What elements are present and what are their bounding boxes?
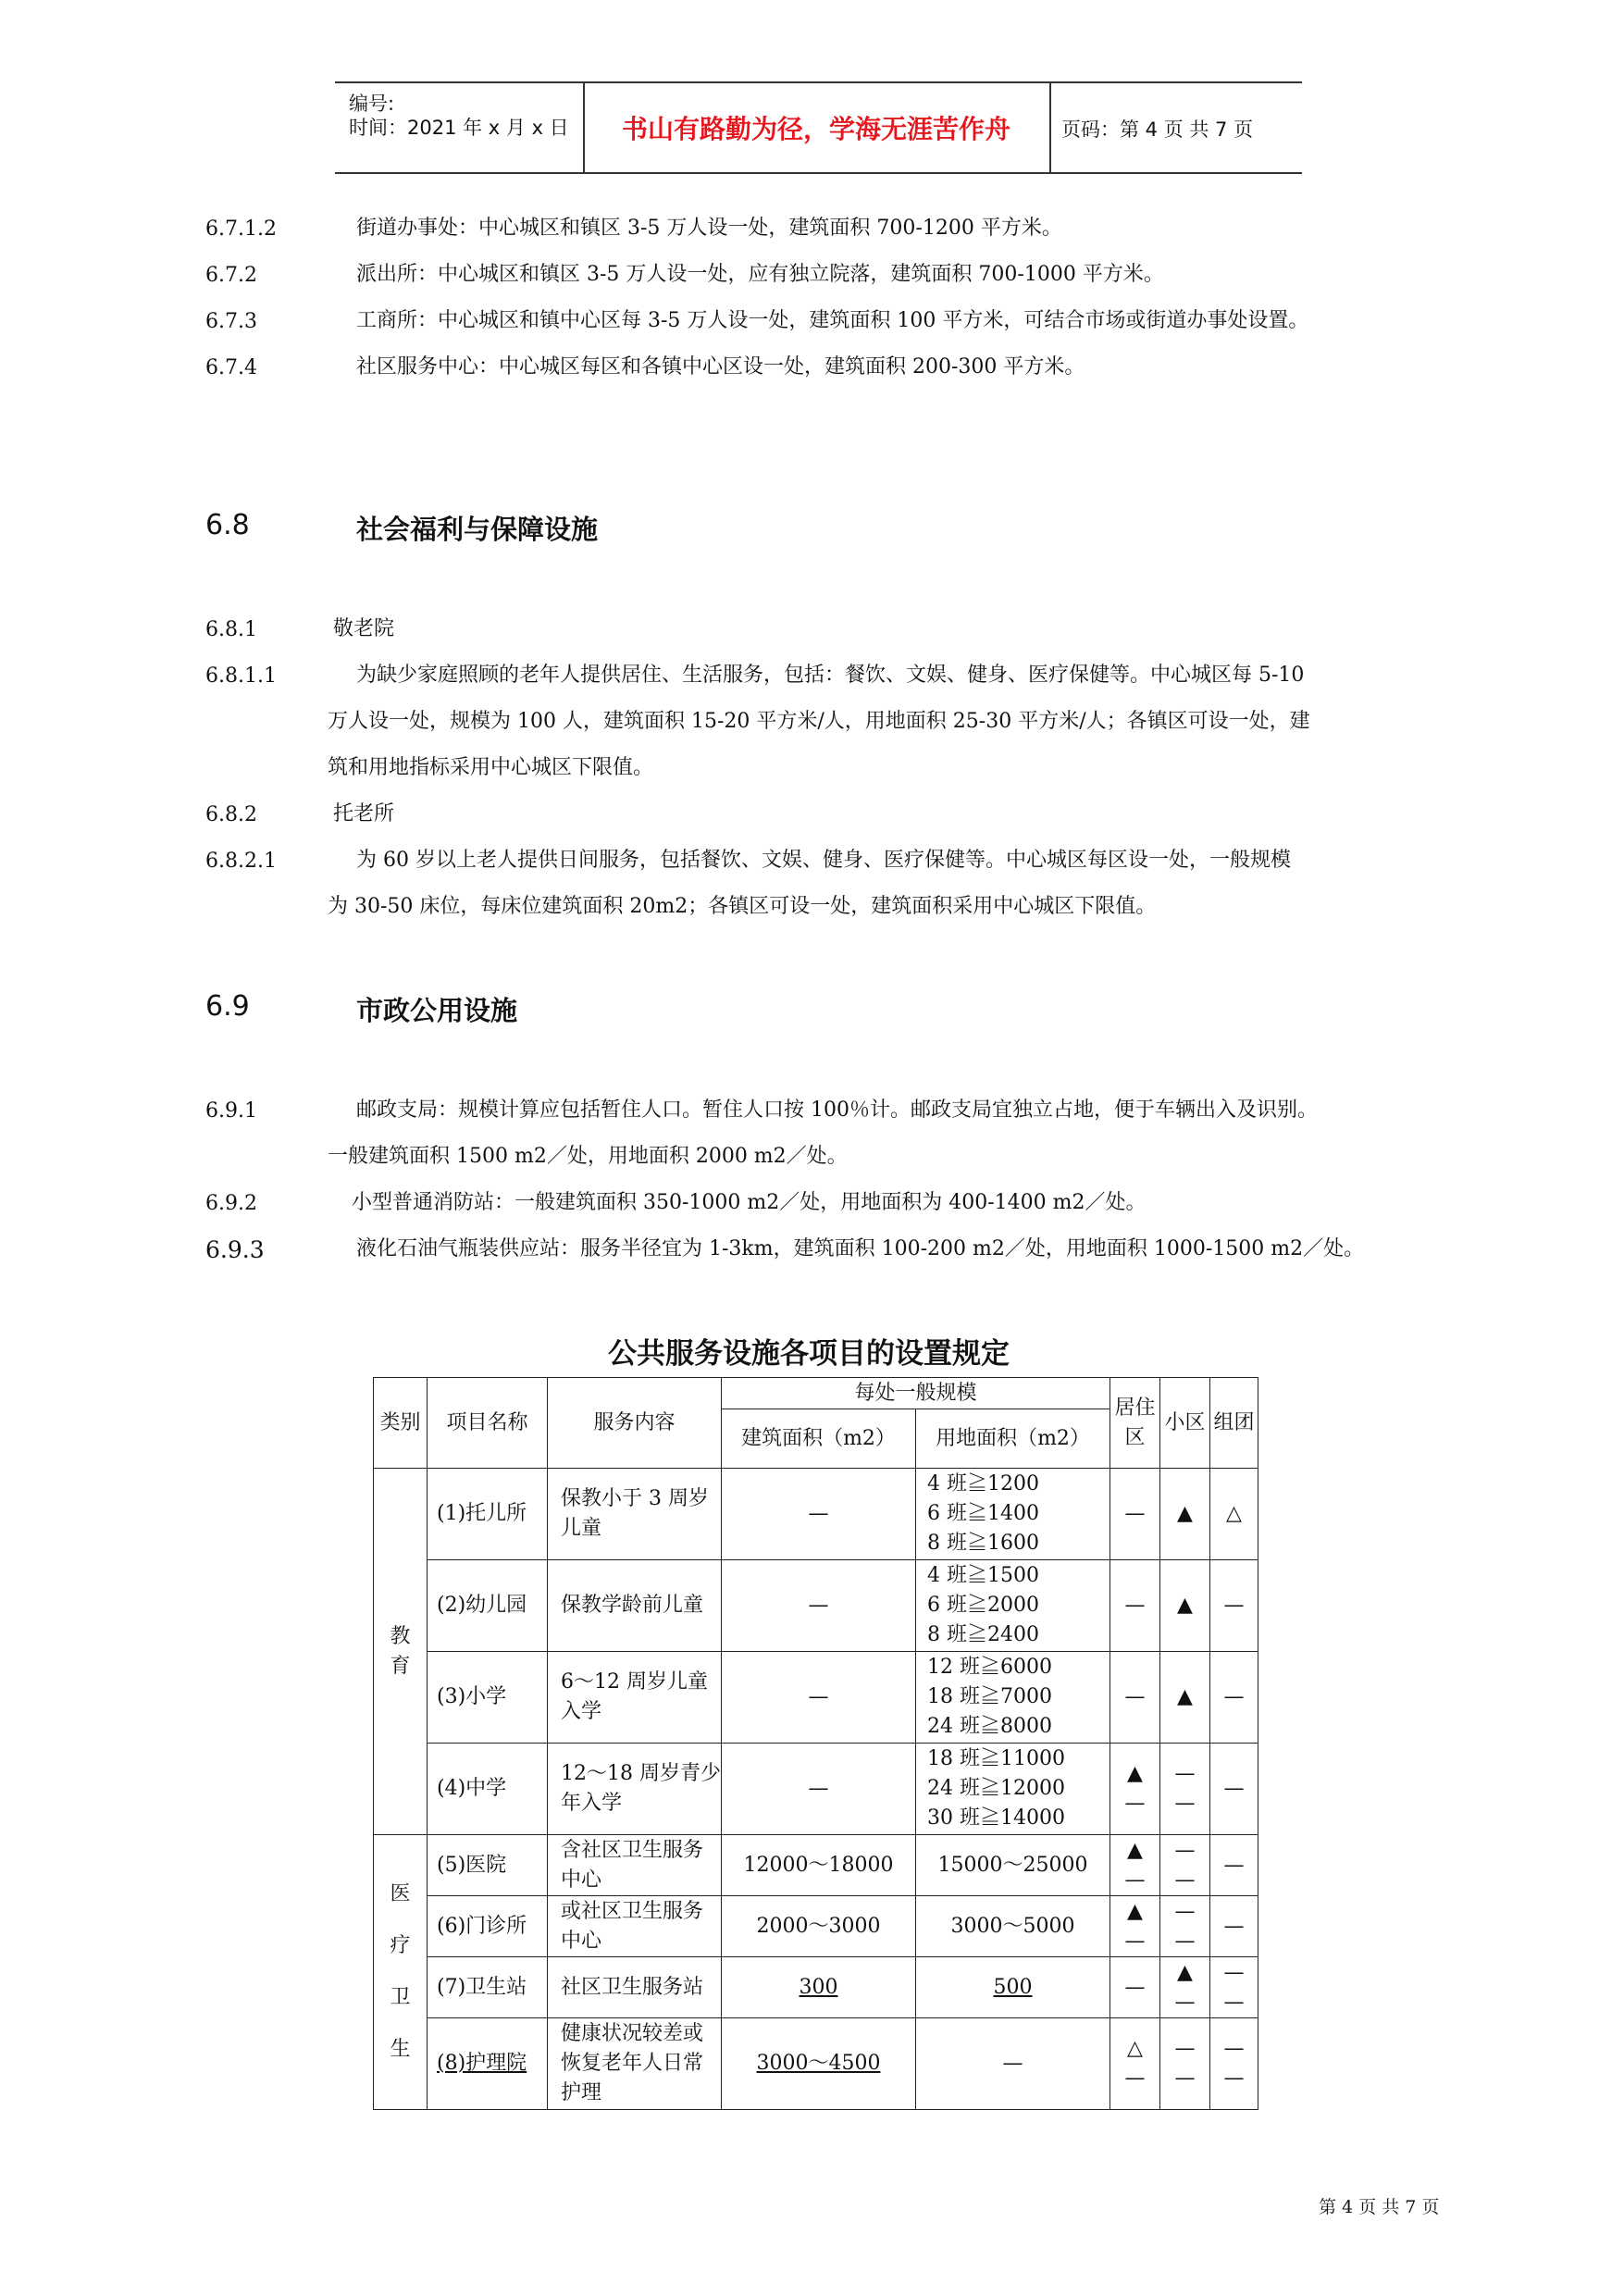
header-page-cell [1049, 83, 1302, 172]
section-title: 市政公用设施 [356, 995, 518, 1026]
item-small: — — [1160, 1835, 1210, 1896]
item-service: 12～18 周岁青少年入学 [548, 1744, 722, 1835]
item-group: — — [1210, 2018, 1258, 2110]
para-text: 一般建筑面积 1500 m2／处，用地面积 2000 m2／处。 [328, 1145, 848, 1168]
header-info-cell [335, 83, 585, 172]
category-education: 教 育 [374, 1469, 428, 1835]
para-number: 6.8.1.1 [205, 664, 277, 688]
para-number: 6.9.2 [205, 1192, 257, 1215]
item-residential: △ — [1110, 2018, 1160, 2110]
item-name: (6)门诊所 [428, 1896, 548, 1957]
item-land: 15000～25000 [916, 1835, 1110, 1896]
item-service: 或社区卫生服务中心 [548, 1896, 722, 1957]
para-text: 为 60 岁以上老人提供日间服务，包括餐饮、文娱、健身、医疗保健等。中心城区每区设一处，一般规模 [356, 849, 1291, 872]
item-service: 保教学龄前儿童 [548, 1560, 722, 1652]
item-small: ▲ — [1160, 1957, 1210, 2018]
page-label: 页码：第 4 页 共 7 页 [1061, 118, 1254, 141]
item-small: — — [1160, 1896, 1210, 1957]
item-land: — [916, 2018, 1110, 2110]
page-footer: 第 4 页 共 7 页 [1319, 2197, 1440, 2217]
item-service: 保教小于 3 周岁儿童 [548, 1469, 722, 1560]
table-row [374, 1835, 1258, 1896]
para-number: 6.7.4 [205, 356, 257, 379]
para-text: 派出所：中心城区和镇区 3-5 万人设一处，应有独立院落，建筑面积 700-1000 平方米。 [356, 263, 1164, 286]
item-land: 3000～5000 [916, 1896, 1110, 1957]
item-residential: — [1110, 1469, 1160, 1560]
para-text: 万人设一处，规模为 100 人，建筑面积 15-20 平方米/人，用地面积 25-30 平方米/人；各镇区可设一处，建 [328, 710, 1310, 733]
header-group: 组团 [1210, 1378, 1258, 1469]
item-service: 6～12 周岁儿童入学 [548, 1652, 722, 1744]
para-text: 社区服务中心：中心城区每区和各镇中心区设一处，建筑面积 200-300 平方米。 [356, 355, 1085, 379]
para-text: 为缺少家庭照顾的老年人提供居住、生活服务，包括：餐饮、文娱、健身、医疗保健等。中心城区每 5-10 [356, 664, 1305, 687]
item-group: △ [1210, 1469, 1258, 1560]
item-small: — — [1160, 2018, 1210, 2110]
section-title: 社会福利与保障设施 [356, 514, 599, 545]
para-text: 邮政支局：规模计算应包括暂住人口。暂住人口按 100％计。邮政支局宜独立占地，便于车辆出入及识别。 [356, 1098, 1318, 1122]
item-building: 2000～3000 [722, 1896, 916, 1957]
item-group: — [1210, 1560, 1258, 1652]
header-category: 类别 [374, 1378, 428, 1469]
header-scale: 每处一般规模 [722, 1378, 1110, 1409]
item-name: (8)护理院 [428, 2018, 548, 2110]
page-header [335, 81, 1302, 174]
para-text: 为 30-50 床位，每床位建筑面积 20m2；各镇区可设一处，建筑面积采用中心城区下限值。 [328, 895, 1157, 918]
para-text: 工商所：中心城区和镇中心区每 3-5 万人设一处，建筑面积 100 平方米，可结合市场或街道办事处设置。 [356, 309, 1309, 332]
facility-table [373, 1377, 1258, 2110]
item-residential: — [1110, 1652, 1160, 1744]
item-land: 4 班≧1500 6 班≧2000 8 班≧2400 [916, 1560, 1110, 1652]
para-number: 6.8.2 [205, 803, 257, 826]
para-number: 6.9.1 [205, 1099, 257, 1123]
item-name: (3)小学 [428, 1652, 548, 1744]
table-title: 公共服务设施各项目的设置规定 [608, 1337, 1010, 1371]
table-header-row [374, 1378, 1258, 1409]
item-building: — [722, 1652, 916, 1744]
item-building: 12000～18000 [722, 1835, 916, 1896]
table-row [374, 1744, 1258, 1835]
header-land: 用地面积（m2） [916, 1409, 1110, 1469]
item-name: (5)医院 [428, 1835, 548, 1896]
item-land: 500 [916, 1957, 1110, 2018]
item-group: — [1210, 1652, 1258, 1744]
item-name: (2)幼儿园 [428, 1560, 548, 1652]
para-number: 6.7.3 [205, 310, 257, 333]
item-land: 4 班≧1200 6 班≧1400 8 班≧1600 [916, 1469, 1110, 1560]
item-building: — [722, 1560, 916, 1652]
item-building: — [722, 1469, 916, 1560]
para-text: 敬老院 [333, 617, 395, 640]
item-building: 3000～4500 [722, 2018, 916, 2110]
para-text: 街道办事处：中心城区和镇区 3-5 万人设一处，建筑面积 700-1200 平方米。 [356, 217, 1062, 240]
item-small: ▲ [1160, 1560, 1210, 1652]
motto: 书山有路勤为径，学海无涯苦作舟 [621, 114, 1010, 144]
item-building: — [722, 1744, 916, 1835]
table-row [374, 1469, 1258, 1560]
para-number: 6.7.2 [205, 264, 257, 287]
item-land: 12 班≧6000 18 班≧7000 24 班≧8000 [916, 1652, 1110, 1744]
item-service: 社区卫生服务站 [548, 1957, 722, 2018]
table-row [374, 1652, 1258, 1744]
table-row [374, 1560, 1258, 1652]
item-small: — — [1160, 1744, 1210, 1835]
serial-label: 编号: [349, 93, 395, 115]
item-group: — [1210, 1835, 1258, 1896]
para-text: 液化石油气瓶装供应站：服务半径宜为 1-3km，建筑面积 100-200 m2／处，用地面积 1000-1500 m2／处。 [356, 1237, 1365, 1260]
section-number: 6.8 [205, 509, 250, 541]
item-group: — — [1210, 1957, 1258, 2018]
header-service: 服务内容 [548, 1378, 722, 1469]
header-motto-cell [583, 83, 1051, 172]
para-text: 筑和用地指标采用中心城区下限值。 [328, 756, 654, 779]
table-row [374, 1896, 1258, 1957]
item-name: (1)托儿所 [428, 1469, 548, 1560]
item-building: 300 [722, 1957, 916, 2018]
para-number: 6.8.1 [205, 618, 257, 641]
item-small: ▲ [1160, 1469, 1210, 1560]
date-label: 时间：2021 年 x 月 x 日 [349, 117, 569, 139]
para-text: 托老所 [333, 802, 395, 825]
section-number: 6.9 [205, 990, 250, 1023]
header-building: 建筑面积（m2） [722, 1409, 916, 1469]
para-number: 6.8.2.1 [205, 850, 277, 873]
item-group: — [1210, 1744, 1258, 1835]
item-residential: — [1110, 1560, 1160, 1652]
item-residential: ▲ — [1110, 1896, 1160, 1957]
item-small: ▲ [1160, 1652, 1210, 1744]
item-residential: — [1110, 1957, 1160, 2018]
item-service: 含社区卫生服务中心 [548, 1835, 722, 1896]
para-number: 6.7.1.2 [205, 217, 277, 241]
header-small: 小区 [1160, 1378, 1210, 1469]
para-text: 小型普通消防站：一般建筑面积 350-1000 m2／处，用地面积为 400-1400 m2／处。 [352, 1191, 1147, 1214]
item-residential: ▲ — [1110, 1835, 1160, 1896]
category-medical: 医 疗 卫 生 [374, 1835, 428, 2110]
table-row [374, 2018, 1258, 2110]
item-land: 18 班≧11000 24 班≧12000 30 班≧14000 [916, 1744, 1110, 1835]
item-service: 健康状况较差或恢复老年人日常护理 [548, 2018, 722, 2110]
header-name: 项目名称 [428, 1378, 548, 1469]
item-name: (4)中学 [428, 1744, 548, 1835]
item-group: — [1210, 1896, 1258, 1957]
para-number: 6.9.3 [205, 1236, 265, 1263]
table-row [374, 1957, 1258, 2018]
item-name: (7)卫生站 [428, 1957, 548, 2018]
item-residential: ▲ — [1110, 1744, 1160, 1835]
header-residential: 居住区 [1110, 1378, 1160, 1469]
